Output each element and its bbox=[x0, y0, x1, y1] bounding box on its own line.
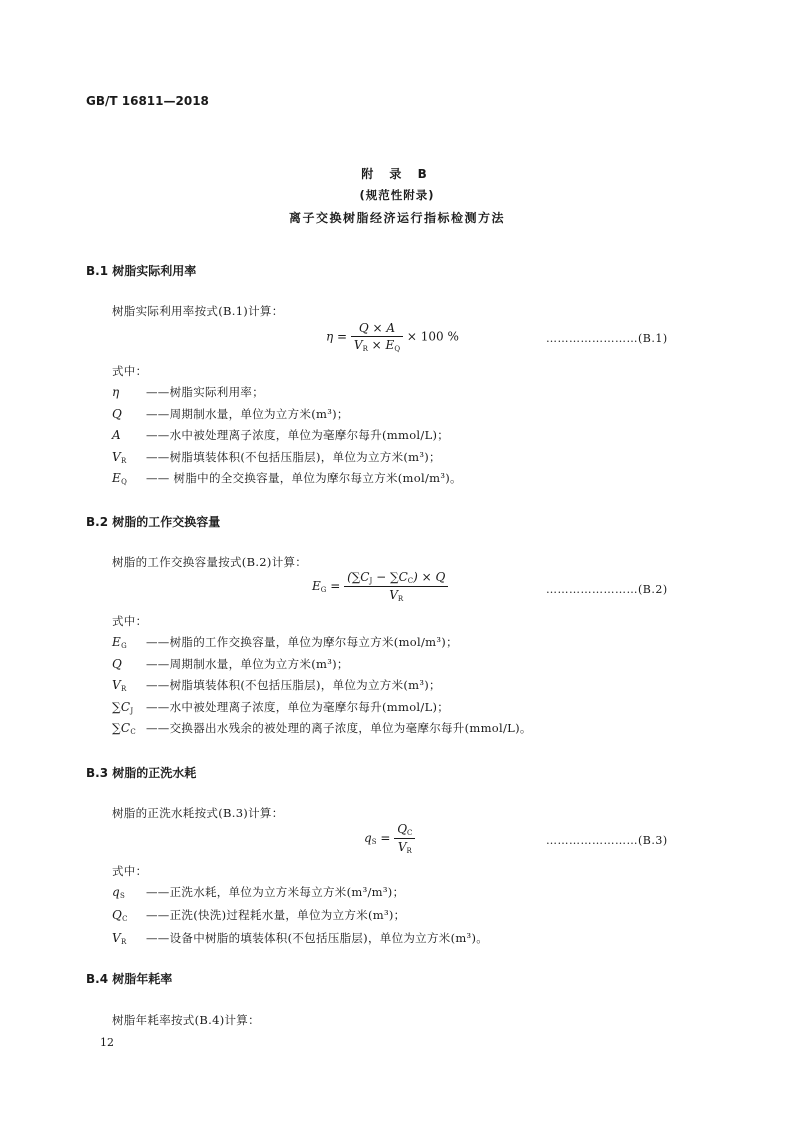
formula-numerator: $Q_C$ bbox=[394, 822, 415, 839]
definition-item bbox=[112, 470, 462, 486]
equation-label-b1: ……………………(B.1) bbox=[546, 332, 668, 345]
section-intro-b2: 树脂的工作交换容量按式(B.2)计算： bbox=[112, 555, 308, 569]
section-heading-b1: B.1 树脂实际利用率 bbox=[86, 264, 197, 278]
definition-item bbox=[112, 634, 458, 650]
definition-symbol: Q bbox=[112, 406, 123, 421]
definition-description: ——树脂实际利用率； bbox=[146, 385, 264, 399]
definition-symbol: $E_G$ bbox=[112, 635, 127, 650]
definition-symbol: $V_R$ bbox=[112, 678, 127, 693]
definition-symbol: $V_R$ bbox=[112, 449, 127, 465]
definition-symbol: η bbox=[112, 385, 120, 399]
definition-description: ——正洗水耗，单位为立方米每立方米(m³/m³)； bbox=[146, 885, 405, 899]
definition-description: ——正洗(快洗)过程耗水量，单位为立方米(m³)； bbox=[146, 908, 406, 922]
where-label: 式中： bbox=[112, 614, 148, 628]
definition-symbol: $\sum C_J$ bbox=[112, 699, 134, 715]
definition-description: ——周期制水量，单位为立方米(m³)； bbox=[146, 656, 349, 671]
definition-description: ——树脂的工作交换容量，单位为摩尔每立方米(mol/m³)； bbox=[146, 635, 458, 649]
definition-item bbox=[112, 699, 449, 715]
formula-lhs: η bbox=[326, 329, 334, 344]
formula-denominator: $V_R$ bbox=[389, 588, 404, 603]
definition-item bbox=[112, 884, 404, 900]
definition-description: ——树脂填装体积(不包括压脂层)，单位为立方米(m³)； bbox=[146, 449, 441, 464]
page-number: 12 bbox=[100, 1036, 114, 1049]
formula-fraction bbox=[394, 822, 415, 855]
section-heading-b3: B.3 树脂的正洗水耗 bbox=[86, 766, 197, 780]
appendix-type: (规范性附录) bbox=[359, 188, 435, 202]
definition-symbol: $Q_C$ bbox=[112, 908, 128, 923]
equation-label-b2: ……………………(B.2) bbox=[546, 583, 668, 596]
formula-denominator: $V_R$ bbox=[397, 840, 412, 855]
definition-item bbox=[112, 930, 488, 946]
formula-b1: η = $\frac{Q \times A}{V_R \times E_Q}$ × 100 % bbox=[326, 321, 459, 353]
definition-description: ——树脂填装体积(不包括压脂层)，单位为立方米(m³)； bbox=[146, 678, 441, 692]
formula-tail: × 100 % bbox=[406, 329, 459, 344]
definition-description: ——水中被处理离子浓度，单位为毫摩尔每升(mmol/L)； bbox=[146, 428, 450, 442]
definition-item bbox=[112, 720, 532, 736]
formula-denominator: $V_R \times E_Q$ bbox=[353, 338, 401, 353]
formula-fraction bbox=[344, 570, 448, 603]
definition-symbol: $E_Q$ bbox=[112, 471, 128, 486]
definition-item bbox=[112, 384, 264, 400]
definition-symbol: $\sum C_C$ bbox=[112, 721, 137, 736]
section-intro-b1: 树脂实际利用率按式(B.1)计算： bbox=[112, 304, 284, 318]
appendix-label: 附 录 B bbox=[361, 167, 433, 181]
where-label: 式中： bbox=[112, 864, 148, 878]
equation-label-b3: ……………………(B.3) bbox=[546, 834, 668, 847]
definition-item bbox=[112, 677, 441, 693]
definition-symbol: $q_S$ bbox=[112, 885, 126, 900]
definition-symbol: $V_R$ bbox=[112, 931, 127, 946]
where-label: 式中： bbox=[112, 364, 148, 378]
section-intro-b3: 树脂的正洗水耗按式(B.3)计算： bbox=[112, 806, 284, 820]
appendix-title: 离子交换树脂经济运行指标检测方法 bbox=[288, 211, 505, 225]
definition-symbol: A bbox=[112, 428, 121, 442]
formula-b3: $q_S$ = $\frac{Q_C}{V_R}$ bbox=[364, 822, 415, 855]
definition-item bbox=[112, 406, 349, 422]
definition-description: ——水中被处理离子浓度，单位为毫摩尔每升(mmol/L)； bbox=[146, 699, 450, 714]
formula-b2: $E_G$ = $\frac{(\sum C_J - \sum C_C) \times Q}{V_R}$ bbox=[312, 570, 448, 603]
section-heading-b4: B.4 树脂年耗率 bbox=[86, 972, 173, 986]
formula-numerator: Q × A bbox=[351, 321, 403, 337]
definition-description: —— 树脂中的全交换容量，单位为摩尔每立方米(mol/m³)。 bbox=[146, 471, 462, 485]
definition-item bbox=[112, 907, 405, 923]
definition-item bbox=[112, 656, 349, 672]
definition-description: ——周期制水量，单位为立方米(m³)； bbox=[146, 406, 349, 421]
section-intro-b4: 树脂年耗率按式(B.4)计算： bbox=[112, 1013, 260, 1027]
definition-item bbox=[112, 427, 449, 443]
standard-id: GB/T 16811—2018 bbox=[86, 94, 209, 108]
section-heading-b2: B.2 树脂的工作交换容量 bbox=[86, 515, 221, 529]
definition-symbol: Q bbox=[112, 656, 123, 671]
definition-item bbox=[112, 449, 441, 465]
formula-numerator: $(\sum C_J - \sum C_C) \times Q$ bbox=[344, 570, 448, 587]
definition-description: ——交换器出水残余的被处理的离子浓度，单位为毫摩尔每升(mmol/L)。 bbox=[146, 721, 532, 735]
formula-fraction bbox=[351, 321, 403, 353]
definition-description: ——设备中树脂的填装体积(不包括压脂层)，单位为立方米(m³)。 bbox=[146, 931, 489, 945]
